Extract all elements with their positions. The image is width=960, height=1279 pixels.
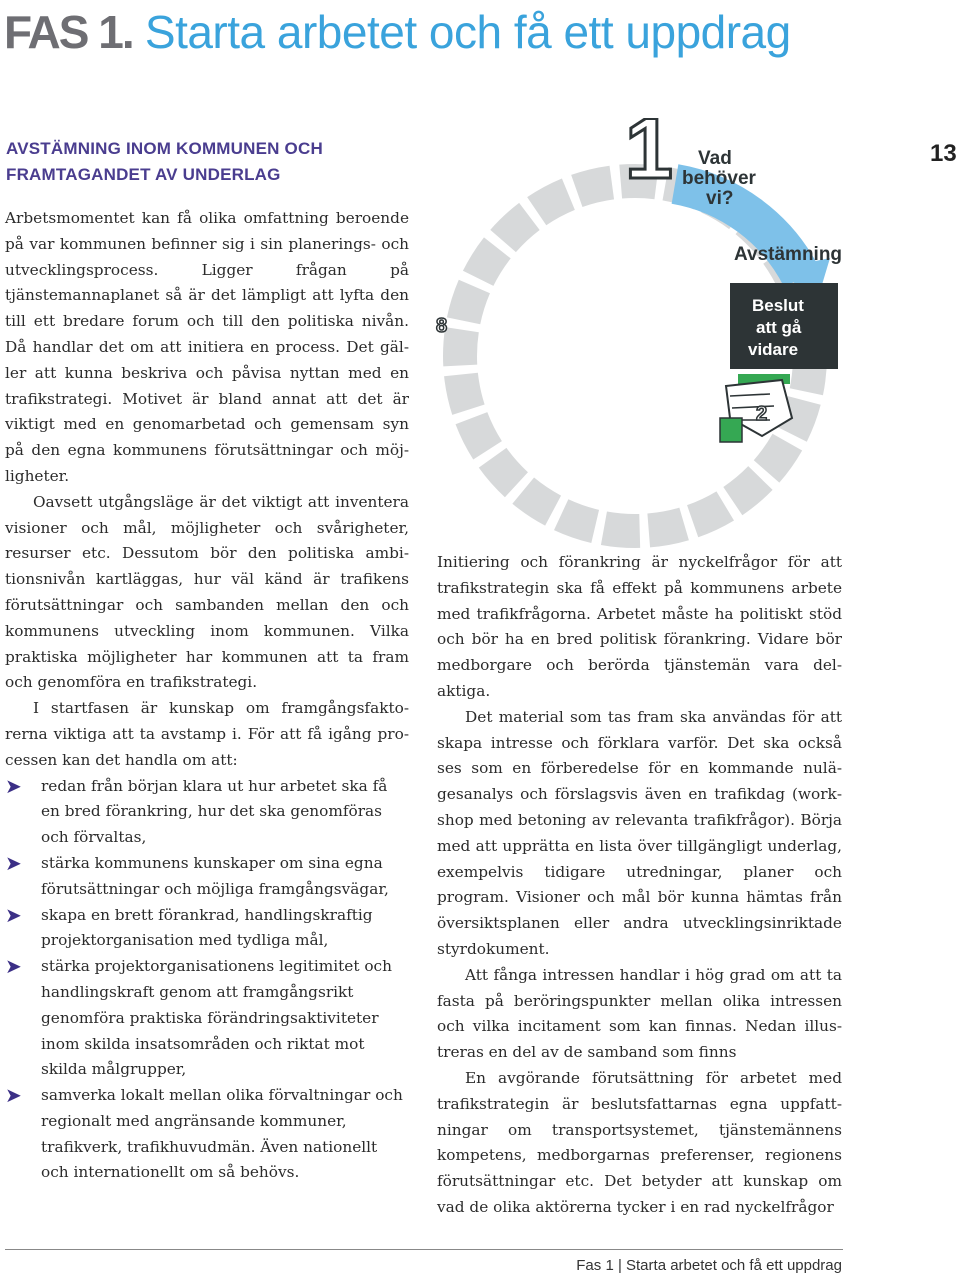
- paragraph: Initiering och förankring är nyckelfrågor för att trafikstrategin ska få effekt på kommunens arbete med trafikfrågorna. Arbetet måste ha politiskt stöd och bör ha en bred politisk förankring. Vidare bör medborgare och berörda tjänstemän vara delaktiga.: [437, 553, 842, 700]
- list-item-text: redan från början klara ut hur arbetet ska få en bred förankring, hur det ska genomföras och förvaltas,: [41, 776, 388, 847]
- footer-divider: [5, 1249, 843, 1250]
- decision-line-2: att gå: [756, 318, 802, 337]
- list-item: [5, 954, 409, 1083]
- list-item: [5, 774, 409, 851]
- process-ring-illustration: [430, 118, 850, 548]
- title-text: Starta arbetet och få ett uppdrag: [144, 6, 791, 58]
- left-column: [5, 206, 409, 1186]
- paragraph: Det material som tas fram ska användas för att skapa intresse och förklara varför. Det ska också ses som en förberedelse för en kommande nulägesanalys och förslagsvis även en trafikdag (workshop med betoning av relevanta trafikfrågor). Börja med att upprätta en lista över tillgängligt underlag, exempelvis tidigare utredningar, planer och program. Visioner och mål bör kunna hämtas från översiktsplanen eller andra utvecklingsinriktade styrdokument.: [437, 707, 842, 958]
- question-line-2: behöver: [682, 168, 756, 189]
- list-item-text: skapa en brett förankrad, handlingskraftig projektorganisation med tydliga mål,: [41, 905, 373, 950]
- decision-line-3: vidare: [748, 340, 799, 359]
- page-title: [4, 4, 954, 60]
- arrow-bullet-icon: ➤: [5, 773, 22, 798]
- list-item-text: stärka projektorganisationens legitimitet och handlingskraft genom att framgångsrikt genomföra praktiska förändringsaktiviteter inom skilda insatsområden och riktat mot skilda målgrupper,: [41, 957, 392, 1079]
- arrow-bullet-icon: ➤: [5, 1083, 22, 1108]
- section-heading-line-1: AVSTÄMNING INOM KOMMUNEN OCH: [6, 139, 323, 158]
- paragraph: I startfasen är kunskap om framgångsfaktorerna viktiga att ta avstamp i. För att få igång processen kan det handla om att:: [5, 699, 409, 769]
- right-column: [437, 550, 842, 1221]
- title-phase: FAS 1.: [4, 6, 133, 58]
- page-number: 13: [930, 140, 957, 167]
- process-ring-figure: [430, 118, 850, 548]
- arrow-bullet-icon: ➤: [5, 902, 22, 927]
- list-item: [5, 851, 409, 903]
- paragraph: Arbetsmomentet kan få olika omfattning beroende på var kommunen befinner sig i sin planerings- och utvecklingsprocess. Ligger frågan på tjänstemannaplanet så är det lämpligt att lyfta den till ett bredare forum och till den politiska nivån. Då handlar det om att initiera en process. Det gäller att kunna beskriva och påvisa nyttan med en trafikstrategi. Motivet är bland annat att det är viktigt med en genomarbetad och gemensam syn på den egna kommunens förutsättningar och möjligheter.: [5, 209, 409, 485]
- paragraph: Oavsett utgångsläge är det viktigt att inventera visioner och mål, möjligheter och svårigheter, resurser etc. Dessutom bör den politiska ambitionsnivån kartläggas, hur väl känd är trafikens förutsättningar och sambanden mellan den och kommunens utveckling inom kommunen. Vilka praktiska möjligheter har kommunen att ta fram och genomföra en trafikstrategi.: [5, 492, 409, 692]
- list-item-text: stärka kommunens kunskaper om sina egna förutsättningar och möjliga framgångsvägar,: [41, 853, 389, 898]
- paragraph: Att fånga intressen handlar i hög grad om att ta fasta på beröringspunkter mellan olika intressen och vilka incitament som kan finnas. Nedan illustreras en del av de samband som finns: [437, 965, 842, 1062]
- paragraph: En avgörande förutsättning för arbetet med trafikstrategin är beslutsfattarnas egna uppfattningar om transportsystemet, tjänstemännens kompetens, medborgarnas preferenser, regionens förutsättningar etc. Det betyder att kunskap om vad de olika aktörerna tycker i en rad nyckelfrågor: [437, 1068, 842, 1216]
- arrow-bullet-icon: ➤: [5, 954, 22, 979]
- list-item-text: samverka lokalt mellan olika förvaltningar och regionalt med angränsande kommuner, trafikverk, trafikhuvudmän. Även nationellt och internationellt om så behövs.: [41, 1086, 403, 1182]
- arrow-bullet-icon: ➤: [5, 850, 22, 875]
- list-item: [5, 903, 409, 955]
- step-number-1: 1: [625, 118, 673, 197]
- step-number-2: 2: [756, 403, 768, 425]
- running-footer: Fas 1 | Starta arbetet och få ett uppdrag: [576, 1257, 842, 1274]
- section-heading: [6, 136, 406, 188]
- question-line-1: Vad: [698, 148, 732, 169]
- decision-line-1: Beslut: [752, 296, 804, 315]
- list-item: [5, 1083, 409, 1186]
- section-heading-line-2: FRAMTAGANDET AV UNDERLAG: [6, 165, 281, 184]
- step-number-8: 8: [436, 315, 448, 337]
- bullet-list: [5, 774, 409, 1187]
- step-label-avstamning: Avstämning: [734, 244, 843, 265]
- question-line-3: vi?: [706, 188, 734, 209]
